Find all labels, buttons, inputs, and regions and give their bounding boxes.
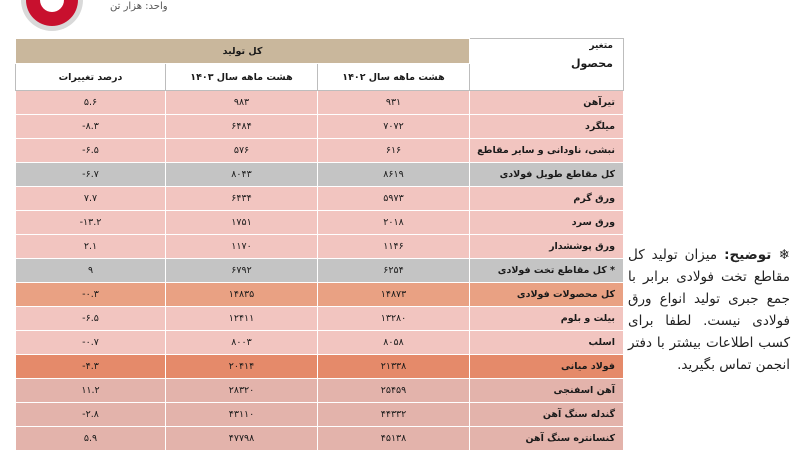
product-label: محصول	[570, 57, 613, 70]
product-name-cell: فولاد میانی	[470, 355, 624, 379]
change-cell: -۸.۳	[16, 115, 166, 139]
variable-label: متغیر	[589, 41, 613, 51]
table-row	[16, 91, 624, 115]
product-name-cell: آهن اسفنجی	[470, 379, 624, 403]
table-row	[16, 355, 624, 379]
table-row	[16, 163, 624, 187]
value-1403-cell: ۱۲۴۱۱	[166, 307, 318, 331]
explanation-note	[628, 244, 790, 376]
value-1403-cell: ۲۰۴۱۴	[166, 355, 318, 379]
value-1403-cell: ۱۴۸۳۵	[166, 283, 318, 307]
brand-logo	[26, 0, 78, 26]
value-1402-cell: ۷۰۷۲	[318, 115, 470, 139]
table-row	[16, 187, 624, 211]
col-header-1403: هشت ماهه سال ۱۴۰۳	[166, 64, 318, 91]
logo-area	[0, 0, 190, 26]
value-1403-cell: ۶۷۹۲	[166, 259, 318, 283]
value-1403-cell: ۹۸۳	[166, 91, 318, 115]
value-1403-cell: ۱۱۷۰	[166, 235, 318, 259]
table-row	[16, 307, 624, 331]
table-row	[16, 259, 624, 283]
product-name-cell: ورق پوششدار	[470, 235, 624, 259]
change-cell: -۱۳.۲	[16, 211, 166, 235]
value-1402-cell: ۲۵۴۵۹	[318, 379, 470, 403]
change-cell: -۰.۷	[16, 331, 166, 355]
value-1402-cell: ۸۰۵۸	[318, 331, 470, 355]
product-name-cell: کنسانتره سنگ آهن	[470, 427, 624, 451]
col-header-1402: هشت ماهه سال ۱۴۰۲	[318, 64, 470, 91]
change-cell: ۷.۷	[16, 187, 166, 211]
value-1402-cell: ۴۴۳۳۲	[318, 403, 470, 427]
variable-product-header	[470, 39, 624, 91]
value-1403-cell: ۲۸۳۲۰	[166, 379, 318, 403]
value-1403-cell: ۴۷۷۹۸	[166, 427, 318, 451]
value-1403-cell: ۸۰۴۳	[166, 163, 318, 187]
value-1402-cell: ۸۶۱۹	[318, 163, 470, 187]
value-1402-cell: ۵۹۷۳	[318, 187, 470, 211]
value-1403-cell: ۶۴۸۴	[166, 115, 318, 139]
value-1402-cell: ۶۲۵۴	[318, 259, 470, 283]
value-1403-cell: ۵۷۶	[166, 139, 318, 163]
change-cell: ۲.۱	[16, 235, 166, 259]
value-1402-cell: ۹۳۱	[318, 91, 470, 115]
table-row	[16, 427, 624, 451]
table-row	[16, 379, 624, 403]
unit-label: واحد: هزار تن	[110, 1, 168, 12]
product-name-cell: ورق گرم	[470, 187, 624, 211]
value-1403-cell: ۴۳۱۱۰	[166, 403, 318, 427]
product-name-cell: نبشی، ناودانی و سایر مقاطع	[470, 139, 624, 163]
table-row	[16, 211, 624, 235]
change-cell: -۶.۵	[16, 139, 166, 163]
value-1403-cell: ۱۷۵۱	[166, 211, 318, 235]
change-cell: -۶.۷	[16, 163, 166, 187]
product-name-cell: ورق سرد	[470, 211, 624, 235]
value-1402-cell: ۱۳۲۸۰	[318, 307, 470, 331]
product-name-cell: کل مقاطع طویل فولادی	[470, 163, 624, 187]
col-header-change: درصد تغییرات	[16, 64, 166, 91]
production-table	[15, 38, 624, 451]
value-1402-cell: ۱۴۸۷۳	[318, 283, 470, 307]
value-1402-cell: ۲۰۱۸	[318, 211, 470, 235]
product-name-cell: بیلت و بلوم	[470, 307, 624, 331]
product-name-cell: میلگرد	[470, 115, 624, 139]
table-row	[16, 331, 624, 355]
product-name-cell: تیرآهن	[470, 91, 624, 115]
value-1402-cell: ۱۱۴۶	[318, 235, 470, 259]
change-cell: -۴.۳	[16, 355, 166, 379]
table-row	[16, 115, 624, 139]
note-text: میزان تولید کل مقاطع تخت فولادی برابر با جمع جبری تولید انواع ورق فولادی نیست. لطفا برای کسب اطلاعات بیشتر با دفتر انجمن تماس بگیرید.	[628, 247, 790, 373]
change-cell: ۵.۹	[16, 427, 166, 451]
change-cell: -۰.۳	[16, 283, 166, 307]
table-row	[16, 139, 624, 163]
product-name-cell: اسلب	[470, 331, 624, 355]
table-row	[16, 283, 624, 307]
change-cell: ۵.۶	[16, 91, 166, 115]
value-1402-cell: ۴۵۱۳۸	[318, 427, 470, 451]
product-name-cell: کل محصولات فولادی	[470, 283, 624, 307]
group-title: کل تولید	[16, 39, 470, 64]
change-cell: ۱۱.۲	[16, 379, 166, 403]
value-1403-cell: ۸۰۰۳	[166, 331, 318, 355]
value-1402-cell: ۶۱۶	[318, 139, 470, 163]
value-1403-cell: ۶۴۳۴	[166, 187, 318, 211]
product-name-cell: * کل مقاطع تخت فولادی	[470, 259, 624, 283]
value-1402-cell: ۲۱۳۳۸	[318, 355, 470, 379]
change-cell: -۲.۸	[16, 403, 166, 427]
table-row	[16, 235, 624, 259]
table-row	[16, 403, 624, 427]
change-cell: -۶.۵	[16, 307, 166, 331]
change-cell: ۹	[16, 259, 166, 283]
product-name-cell: گندله سنگ آهن	[470, 403, 624, 427]
note-title: ❄ توضیح:	[724, 247, 790, 263]
